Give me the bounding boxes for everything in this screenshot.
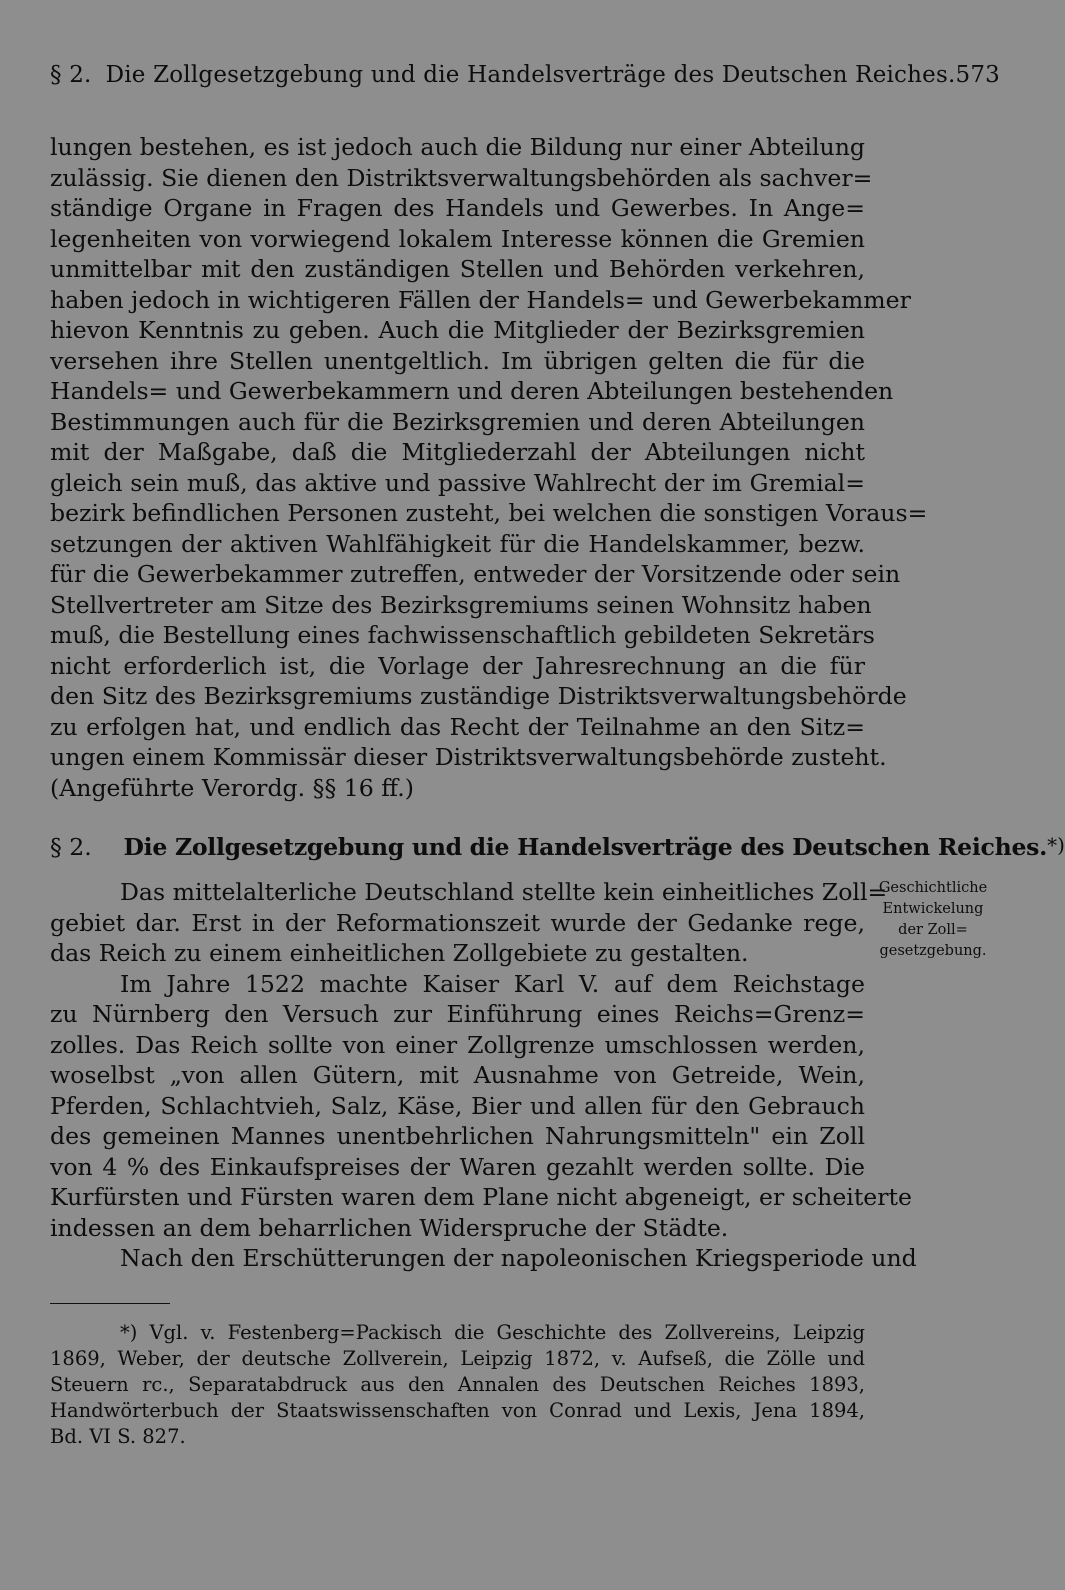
body-line: den Sitz des Bezirksgremiums zuständige Distriktsverwaltungsbehörde (50, 682, 907, 710)
section-line: gebiet dar. Erst in der Reformationszeit wurde der Gedanke rege, (50, 908, 865, 937)
section-paragraph (50, 877, 917, 1274)
section-line: woselbst „von allen Gütern, mit Ausnahme von Getreide, Wein, (50, 1061, 865, 1089)
body-line: Bestimmungen auch für die Bezirksgremien und deren Abteilungen (50, 407, 865, 436)
footnote-divider (50, 1303, 170, 1304)
section-line: zu Nürnberg den Versuch zur Einführung eines Reichs=Grenz= (50, 1000, 865, 1028)
body-line: haben jedoch in wichtigeren Fällen der Handels= und Gewerbekammer (50, 285, 911, 314)
section-line: Im Jahre 1522 machte Kaiser Karl V. auf dem Reichstage (120, 969, 865, 998)
margin-note-line: gesetzgebung. (879, 943, 987, 959)
margin-note-line: Geschichtliche (878, 880, 988, 896)
body-line: für die Gewerbekammer zutreffen, entweder der Vorsitzende oder sein (50, 560, 901, 588)
section-line: von 4 % des Einkaufspreises der Waren gezahlt werden sollte. Die (50, 1152, 865, 1181)
footnote-line: 1869, Weber, der deutsche Zollverein, Leipzig 1872, v. Aufseß, die Zölle und (50, 1347, 865, 1370)
body-line: bezirk befindlichen Personen zusteht, bei welchen die sonstigen Voraus= (50, 499, 928, 527)
body-line: (Angeführte Verordg. §§ 16 ff.) (50, 773, 414, 802)
margin-note (872, 878, 994, 962)
body-line: hievon Kenntnis zu geben. Auch die Mitglieder der Bezirksgremien (50, 316, 865, 344)
body-line: legenheiten von vorwiegend lokalem Interesse können die Gremien (50, 224, 865, 253)
body-line: zulässig. Sie dienen den Distriktsverwaltungsbehörden als sachver= (50, 163, 873, 192)
section-title: Die Zollgesetzgebung und die Handelsverträge des Deutschen Reiches. (123, 833, 1048, 861)
body-line: ungen einem Kommissär dieser Distriktsverwaltungsbehörde zusteht. (50, 743, 887, 771)
body-line: muß, die Bestellung eines fachwissenschaftlich gebildeten Sekretärs (50, 621, 875, 649)
footnote-line: Handwörterbuch der Staatswissenschaften von Conrad und Lexis, Jena 1894, (50, 1399, 865, 1422)
section-line: zolles. Das Reich sollte von einer Zollgrenze umschlossen werden, (50, 1030, 865, 1059)
body-line: mit der Maßgabe, daß die Mitgliederzahl der Abteilungen nicht (50, 438, 865, 466)
body-line: nicht erforderlich ist, die Vorlage der Jahresrechnung an die für (50, 651, 865, 680)
section-line: indessen an dem beharrlichen Widerspruche der Städte. (50, 1213, 729, 1242)
margin-note-line: der Zoll= (898, 922, 968, 938)
section-line: Das mittelalterliche Deutschland stellte kein einheitliches Zoll= (120, 878, 888, 906)
body-line: gleich sein muß, das aktive und passive Wahlrecht der im Gremial= (50, 468, 865, 497)
section-number: § 2. (50, 833, 92, 861)
header-title: Die Zollgesetzgebung und die Handelsverträge des Deutschen Reiches. (105, 62, 956, 88)
section-heading (50, 830, 1065, 862)
body-line: unmittelbar mit den zuständigen Stellen und Behörden verkehren, (50, 255, 865, 283)
body-paragraph (50, 132, 928, 803)
body-line: ständige Organe in Fragen des Handels und Gewerbes. In Ange= (50, 194, 865, 222)
section-line: des gemeinen Mannes unentbehrlichen Nahrungsmitteln" ein Zoll (50, 1122, 865, 1150)
footnote-line: Steuern rc., Separatabdruck aus den Annalen des Deutschen Reiches 1893, (50, 1373, 865, 1396)
body-line: lungen bestehen, es ist jedoch auch die Bildung nur einer Abteilung (50, 133, 865, 161)
footnote-mark: *) (1047, 833, 1065, 857)
section-line: Nach den Erschütterungen der napoleonischen Kriegsperiode und (120, 1244, 917, 1272)
footnote-line: Bd. VI S. 827. (50, 1425, 186, 1448)
section-line: Kurfürsten und Fürsten waren dem Plane nicht abgeneigt, er scheiterte (50, 1183, 912, 1211)
running-header (50, 62, 1000, 88)
header-section-number: § 2. (50, 62, 92, 88)
body-line: setzungen der aktiven Wahlfähigkeit für die Handelskammer, bezw. (50, 529, 865, 558)
footnote-line: *) Vgl. v. Festenberg=Packisch die Geschichte des Zollvereins, Leipzig (120, 1321, 865, 1344)
margin-note-line: Entwickelung (882, 901, 984, 917)
body-line: zu erfolgen hat, und endlich das Recht der Teilnahme an den Sitz= (50, 712, 865, 741)
page-number: 573 (955, 62, 1000, 88)
footnote (50, 1320, 865, 1450)
body-line: Handels= und Gewerbekammern und deren Abteilungen bestehenden (50, 377, 894, 405)
section-line: das Reich zu einem einheitlichen Zollgebiete zu gestalten. (50, 939, 749, 967)
body-line: versehen ihre Stellen unentgeltlich. Im übrigen gelten die für die (50, 346, 865, 375)
section-line: Pferden, Schlachtvieh, Salz, Käse, Bier und allen für den Gebrauch (50, 1091, 865, 1120)
body-line: Stellvertreter am Sitze des Bezirksgremiums seinen Wohnsitz haben (50, 590, 872, 619)
